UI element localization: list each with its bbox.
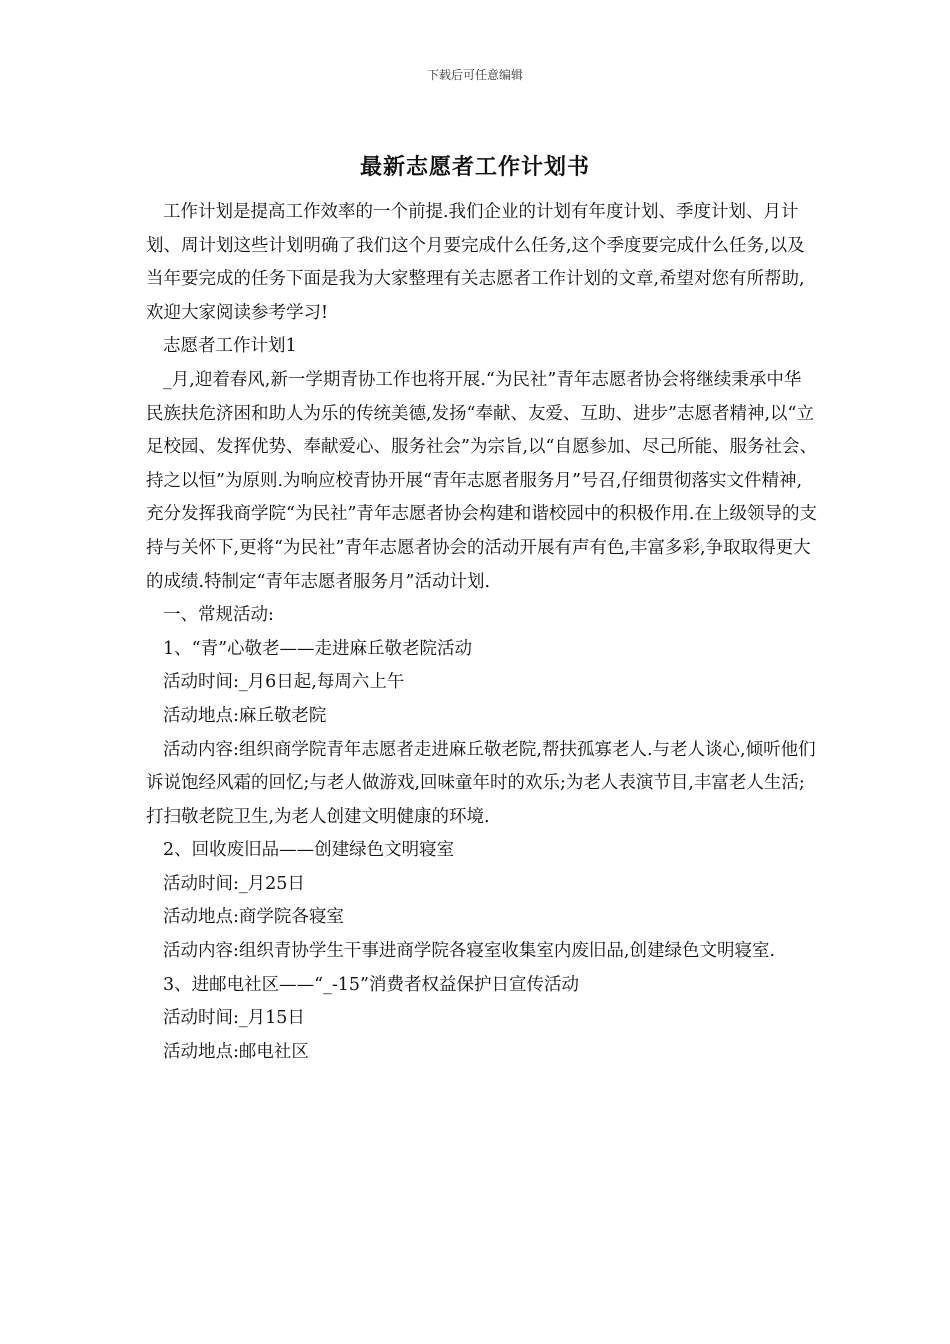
activity-time: 活动时间:_月25日 bbox=[163, 873, 305, 894]
activity-content: 活动内容:组织商学院青年志愿者走进麻丘敬老院,帮扶孤寡老人.与老人谈心,倾听他们诉说饱经风霜的回忆;与老人做游戏,回味童年时的欢乐;为老人表演节目,丰富老人生活;打扫敬老院卫生,为老人创建文明健康的环境. bbox=[146, 739, 816, 827]
activity-time: 活动时间:_月6日起,每周六上午 bbox=[163, 672, 405, 693]
activity-location: 活动地点:邮电社区 bbox=[163, 1041, 309, 1062]
body-paragraph: _月,迎着春风,新一学期青协工作也将开展.“为民社”青年志愿者协会将继续秉承中华民族扶危济困和助人为乐的传统美德,发扬“奉献、友爱、互助、进步”志愿者精神,以“立足校园、发挥优势、奉献爱心、服务社会”为宗旨,以“自愿参加、尽己所能、服务社会、持之以恒”为原则.为响应校青协开展“青年志愿者服务月”号召,仔细贯彻落实文件精神,充分发挥我商学院“为民社”青年志愿者协会构建和谐校园中的积极作用.在上级领导的支持与关怀下,更将“为民社”青年志愿者协会的活动开展有声有色,丰富多彩,争取取得更大的成绩.特制定“青年志愿者服务月”活动计划. bbox=[146, 369, 817, 592]
activity-content: 活动内容:组织青协学生干事进商学院各寝室收集室内废旧品,创建绿色文明寝室. bbox=[163, 941, 776, 962]
header-note: 下载后可任意编辑 bbox=[426, 68, 523, 82]
document-body bbox=[146, 196, 818, 1069]
document-title: 最新志愿者工作计划书 bbox=[359, 154, 590, 180]
intro-paragraph: 工作计划是提高工作效率的一个前提.我们企业的计划有年度计划、季度计划、月计划、周计划这些计划明确了我们这个月要完成什么任务,这个季度要完成什么任务,以及当年要完成的任务下面是我为大家整理有关志愿者工作计划的文章,希望对您有所帮助,欢迎大家阅读参考学习! bbox=[146, 202, 805, 323]
activity-location: 活动地点:麻丘敬老院 bbox=[163, 705, 327, 726]
activity-title: 3、进邮电社区——“_-15”消费者权益保护日宣传活动 bbox=[163, 974, 579, 995]
activity-title: 1、“青”心敬老——走进麻丘敬老院活动 bbox=[163, 638, 473, 659]
activity-location: 活动地点:商学院各寝室 bbox=[163, 907, 344, 928]
activity-title: 2、回收废旧品——创建绿色文明寝室 bbox=[163, 840, 455, 861]
activity-time: 活动时间:_月15日 bbox=[163, 1008, 305, 1029]
list-heading: 一、常规活动: bbox=[163, 605, 274, 626]
section-heading: 志愿者工作计划1 bbox=[163, 336, 297, 357]
